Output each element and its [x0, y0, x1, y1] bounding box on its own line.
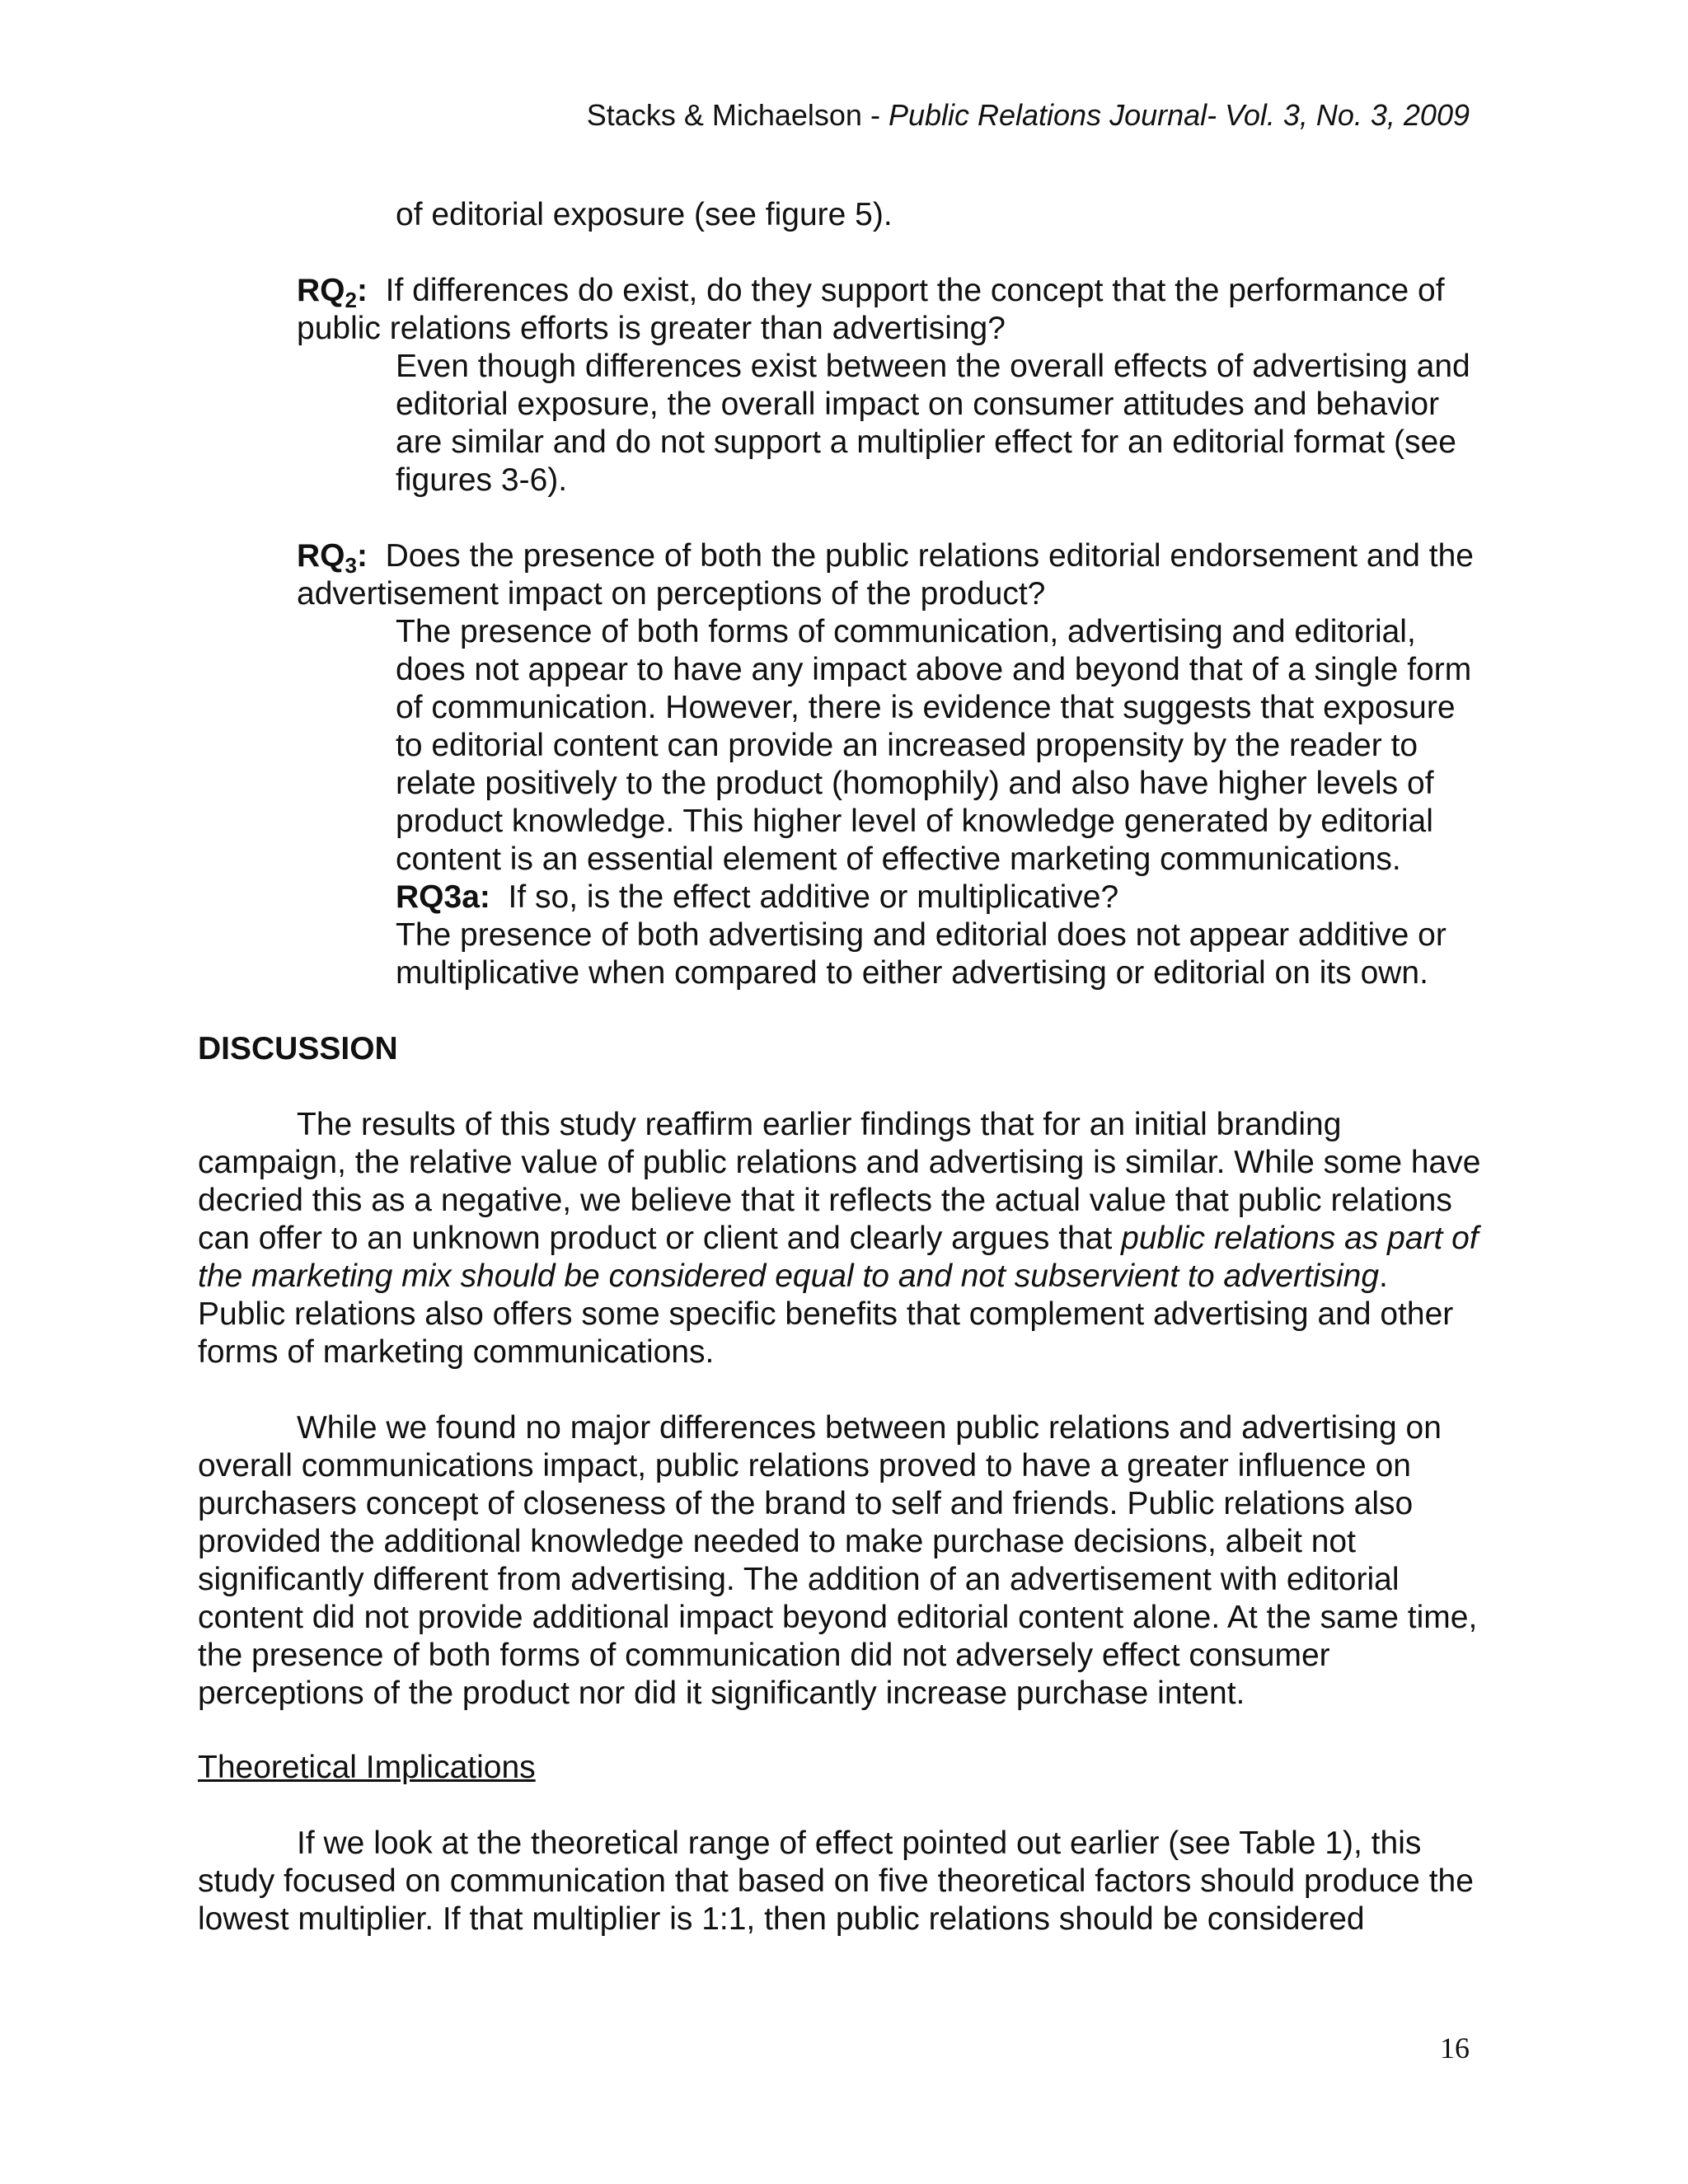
rq2-question: $RQ_2$: If differences do exist, do they support the concept that the performance of public relations efforts is greater than advertising? [297, 273, 1454, 346]
page-number: 16 [1440, 2032, 1470, 2064]
rq3-question: $RQ_3$: Does the presence of both the public relations editorial endorsement and the advertisement impact on perceptions of the product? [297, 538, 1483, 612]
continued-text: of editorial exposure (see figure 5). [396, 197, 893, 232]
rq3a-question: RQ3a: If so, is the effect additive or multiplicative? [396, 879, 1119, 915]
rq3-label: $RQ_3$: [297, 538, 368, 578]
rq2-answer: Even though differences exist between the overall effects of advertising and editorial exposure, the overall impact on consumer attitudes and behavior are similar and do not support a multiplier effect for an editorial format (see figures 3-6). [396, 349, 1470, 498]
theoretical-heading: Theoretical Implications [198, 1750, 536, 1785]
running-header [587, 97, 1470, 134]
rq3a-label: RQ3a: [396, 879, 490, 915]
rq2-label: $RQ_2$: [297, 273, 368, 312]
rq3a-answer: The presence of both advertising and editorial does not appear additive or multiplicative when compared to either advertising or editorial on its own. [396, 917, 1447, 991]
rq3-answer: The presence of both forms of communication, advertising and editorial, does not appear to have any impact above and beyond that of a single form of communication. However, there is evidence that suggests that exposure to editorial content can provide an increased propensity by the reader to relate positively to the product (homophily) and also have higher levels of product knowledge. This higher level of knowledge generated by editorial content is an essential element of effective marketing communications. [396, 614, 1472, 877]
discussion-paragraph-1: The results of this study reaffirm earlier findings that for an initial branding campaign, the relative value of public relations and advertising is similar. While some have decried this as a negative, we believe that it reflects the actual value that public relations can offer to an unknown product or client and clearly argues that public relations as part of the marketing mix should be considered equal to and not subservient to advertising. Public relations also offers some specific benefits that complement advertising and other forms of marketing communications. [198, 1107, 1481, 1370]
discussion-heading: DISCUSSION [198, 1031, 398, 1066]
header-journal: Public Relations Journal- Vol. 3, No. 3, 2009 [888, 98, 1470, 132]
header-authors: Stacks & Michaelson - [586, 98, 889, 132]
theoretical-paragraph-1: If we look at the theoretical range of effect pointed out earlier (see Table 1), this study focused on communication that based on five theoretical factors should produce the lowest multiplier. If that multiplier is 1:1, then public relations should be considered [198, 1825, 1474, 1937]
page-body [198, 196, 1484, 1938]
discussion-paragraph-2: While we found no major differences between public relations and advertising on overall communications impact, public relations proved to have a greater influence on purchasers concept of closeness of the brand to self and friends. Public relations also provided the additional knowledge needed to make purchase decisions, albeit not significantly different from advertising. The addition of an advertisement with editorial content did not provide additional impact beyond editorial content alone. At the same time, the presence of both forms of communication did not adversely effect consumer perceptions of the product nor did it significantly increase purchase intent. [198, 1410, 1478, 1711]
